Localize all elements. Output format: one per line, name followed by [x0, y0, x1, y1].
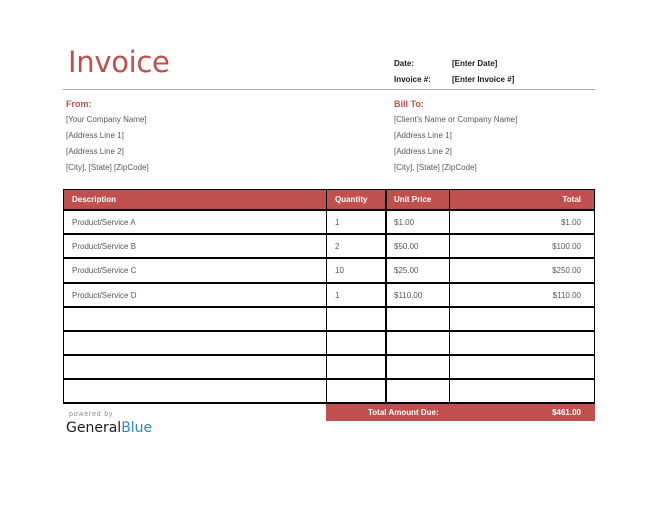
table-row-empty[interactable] — [63, 331, 595, 355]
header-divider — [63, 89, 595, 90]
cell-total[interactable]: $1.00 — [560, 217, 581, 227]
grid-line — [63, 330, 595, 332]
grid-line — [326, 189, 327, 404]
header-unit-price: Unit Price — [394, 195, 432, 204]
grid-line — [63, 378, 595, 380]
grid-line — [63, 189, 64, 404]
cell-quantity[interactable]: 2 — [335, 241, 340, 251]
grid-line — [63, 189, 595, 190]
from-heading: From: — [66, 99, 92, 109]
invoice-number-label: Invoice #: — [394, 75, 431, 84]
total-amount-due-bar — [326, 404, 595, 421]
bill-to-address-line-1[interactable]: [Address Line 1] — [394, 131, 452, 140]
grid-line — [63, 282, 595, 284]
cell-quantity[interactable]: 1 — [335, 217, 340, 227]
table-row — [63, 258, 595, 282]
total-amount-due-value: $461.00 — [552, 408, 581, 417]
bill-to-address-line-2[interactable]: [Address Line 2] — [394, 147, 452, 156]
grid-line — [63, 233, 595, 235]
cell-total[interactable]: $100.00 — [552, 241, 581, 251]
grid-line — [385, 189, 387, 404]
powered-by-text: powered by — [69, 411, 114, 418]
grid-line — [63, 209, 595, 211]
cell-description[interactable]: Product/Service D — [72, 290, 137, 300]
invoice-title: Invoice — [68, 45, 170, 79]
grid-line — [63, 354, 595, 356]
header-quantity: Quantity — [335, 195, 368, 204]
table-row-empty[interactable] — [63, 355, 595, 379]
grid-line — [63, 257, 595, 259]
table-header-row — [63, 189, 595, 210]
cell-unit-price[interactable]: $25.00 — [394, 265, 419, 275]
table-row-empty[interactable] — [63, 379, 595, 403]
header-total: Total — [562, 195, 581, 204]
grid-line — [63, 306, 595, 308]
table-row-empty[interactable] — [63, 307, 595, 331]
cell-description[interactable]: Product/Service B — [72, 241, 137, 251]
generalblue-logo[interactable] — [66, 421, 152, 435]
brand-blue: Blue — [121, 420, 153, 436]
total-amount-due-label: Total Amount Due: — [368, 408, 439, 417]
from-address-line-1[interactable]: [Address Line 1] — [66, 131, 124, 140]
cell-total[interactable]: $110.00 — [552, 290, 581, 300]
cell-description[interactable]: Product/Service C — [72, 265, 137, 275]
header-description: Description — [72, 195, 117, 204]
from-city-state-zip[interactable]: [City], [State] [ZipCode] — [66, 163, 149, 172]
bill-to-heading: Bill To: — [394, 99, 424, 109]
grid-line — [449, 189, 450, 404]
date-value[interactable]: [Enter Date] — [452, 59, 498, 68]
cell-quantity[interactable]: 10 — [335, 265, 344, 275]
cell-unit-price[interactable]: $110.00 — [394, 290, 423, 300]
brand-general: General — [66, 420, 122, 436]
cell-quantity[interactable]: 1 — [335, 290, 340, 300]
bill-to-city-state-zip[interactable]: [City], [State] [ZipCode] — [394, 163, 477, 172]
table-row — [63, 210, 595, 234]
bill-to-client-name[interactable]: [Client's Name or Company Name] — [394, 115, 518, 124]
cell-unit-price[interactable]: $50.00 — [394, 241, 419, 251]
cell-unit-price[interactable]: $1.00 — [394, 217, 415, 227]
date-label: Date: — [394, 59, 415, 68]
from-address-line-2[interactable]: [Address Line 2] — [66, 147, 124, 156]
cell-total[interactable]: $250.00 — [552, 265, 581, 275]
from-company-name[interactable]: [Your Company Name] — [66, 115, 147, 124]
invoice-number-value[interactable]: [Enter Invoice #] — [452, 75, 515, 84]
grid-line — [594, 189, 595, 404]
table-row — [63, 283, 595, 307]
table-row — [63, 234, 595, 258]
cell-description[interactable]: Product/Service A — [72, 217, 136, 227]
